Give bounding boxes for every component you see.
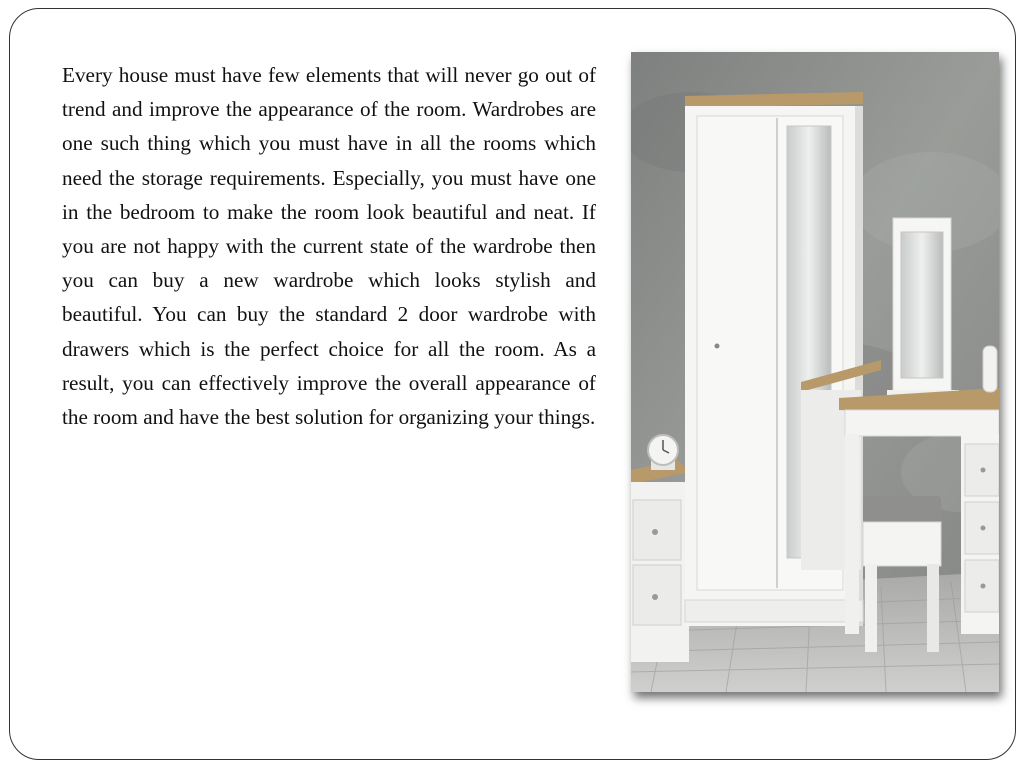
- vase: [983, 346, 997, 392]
- clock: [648, 435, 678, 470]
- wardrobe-photo: [631, 52, 999, 692]
- wardrobe-illustration: [631, 52, 999, 692]
- vanity-mirror: [887, 218, 959, 402]
- body-paragraph: Every house must have few elements that will never go out of trend and improve the appearance of the room. Wardrobes are one such thing which you must have in all the rooms which need the storage requirements. Especially, you must have one in the bedroom to make the room look beautiful and neat. If you are not happy with the current state of the wardrobe then you can buy a new wardrobe which looks stylish and beautiful. You can buy the standard 2 door wardrobe with drawers which is the perfect choice for all the room. As a result, you can effectively improve the overall appearance of the room and have the best solution for organizing your things.: [62, 63, 596, 430]
- bedside-cabinet: [631, 460, 691, 662]
